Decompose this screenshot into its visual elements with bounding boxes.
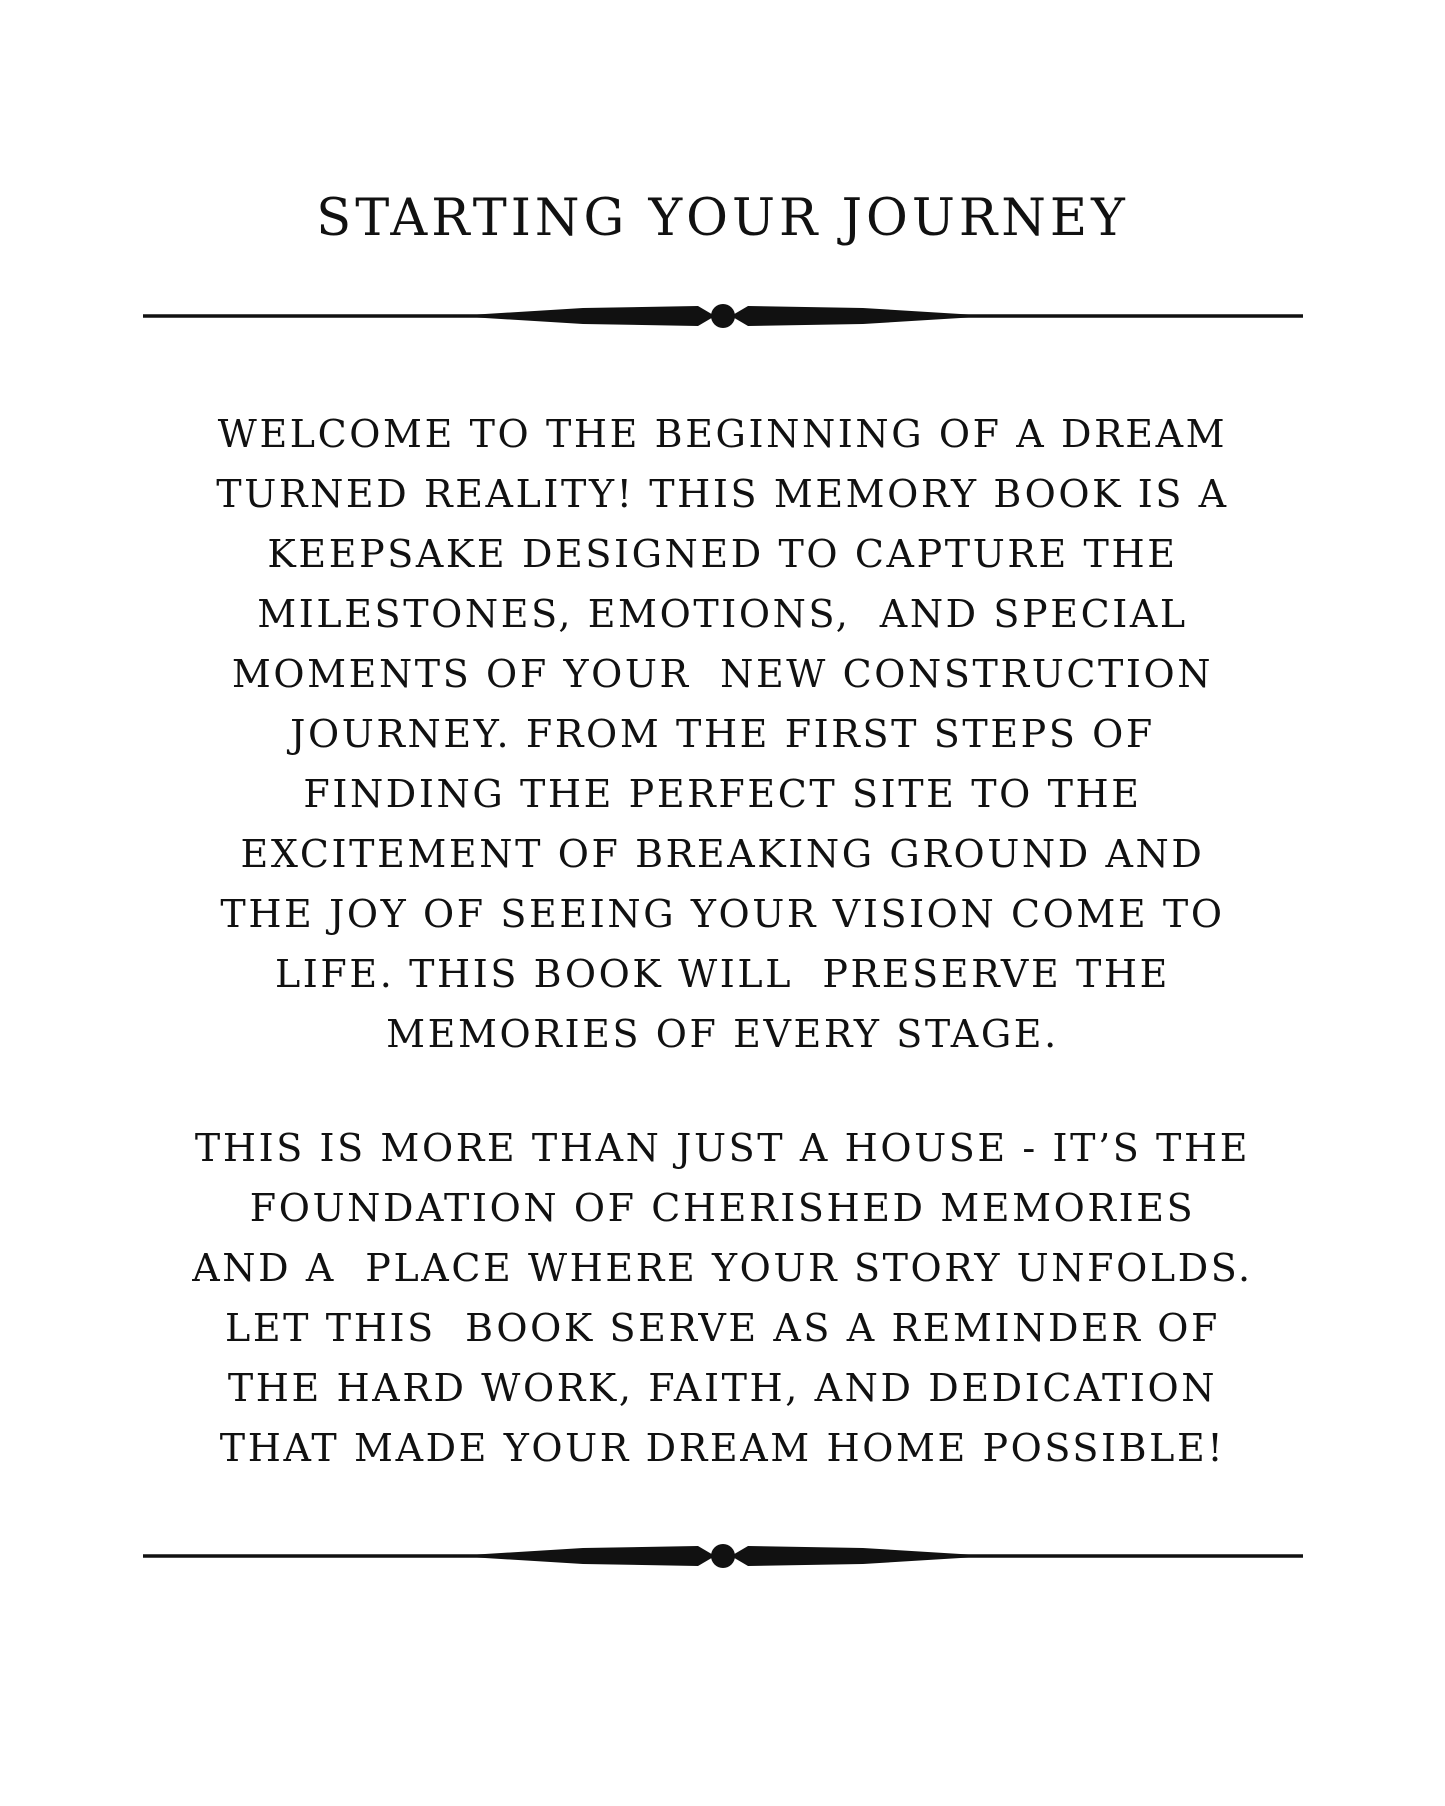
closing-paragraph — [150, 1118, 1295, 1478]
paragraph-line: EXCITEMENT OF BREAKING GROUND AND — [240, 832, 1205, 876]
paragraph-line: FOUNDATION OF CHERISHED MEMORIES — [249, 1186, 1196, 1230]
paragraph-line: AND A PLACE WHERE YOUR STORY UNFOLDS. — [192, 1246, 1253, 1290]
page-title: STARTING YOUR JOURNEY — [316, 189, 1129, 248]
paragraph-line: WELCOME TO THE BEGINNING OF A DREAM — [217, 412, 1228, 456]
paragraph-line: MOMENTS OF YOUR NEW CONSTRUCTION — [231, 652, 1214, 696]
paragraph-line: THIS IS MORE THAN JUST A HOUSE - IT’S THE — [194, 1126, 1251, 1170]
paragraph-line: THE JOY OF SEEING YOUR VISION COME TO — [220, 892, 1225, 936]
paragraph-line: JOURNEY. FROM THE FIRST STEPS OF — [290, 712, 1155, 756]
paragraph-line: LIFE. THIS BOOK WILL PRESERVE THE — [274, 952, 1171, 996]
paragraph-line: MILESTONES, EMOTIONS, AND SPECIAL — [257, 592, 1188, 636]
paragraph-line: TURNED REALITY! THIS MEMORY BOOK IS A — [216, 472, 1229, 516]
paragraph-line: KEEPSAKE DESIGNED TO CAPTURE THE — [267, 532, 1178, 576]
paragraph-line: THE HARD WORK, FAITH, AND DEDICATION — [227, 1366, 1218, 1410]
intro-paragraph — [150, 404, 1295, 1064]
paragraph-line: FINDING THE PERFECT SITE TO THE — [303, 772, 1142, 816]
ornamental-divider-bottom — [143, 1536, 1303, 1576]
paragraph-line: MEMORIES OF EVERY STAGE. — [386, 1012, 1059, 1056]
divider-ornament-icon — [143, 296, 1303, 336]
paragraph-line: THAT MADE YOUR DREAM HOME POSSIBLE! — [219, 1426, 1226, 1470]
divider-ornament-icon — [143, 1536, 1303, 1576]
paragraph-line: LET THIS BOOK SERVE AS A REMINDER OF — [225, 1306, 1220, 1350]
ornamental-divider-top — [143, 296, 1303, 336]
